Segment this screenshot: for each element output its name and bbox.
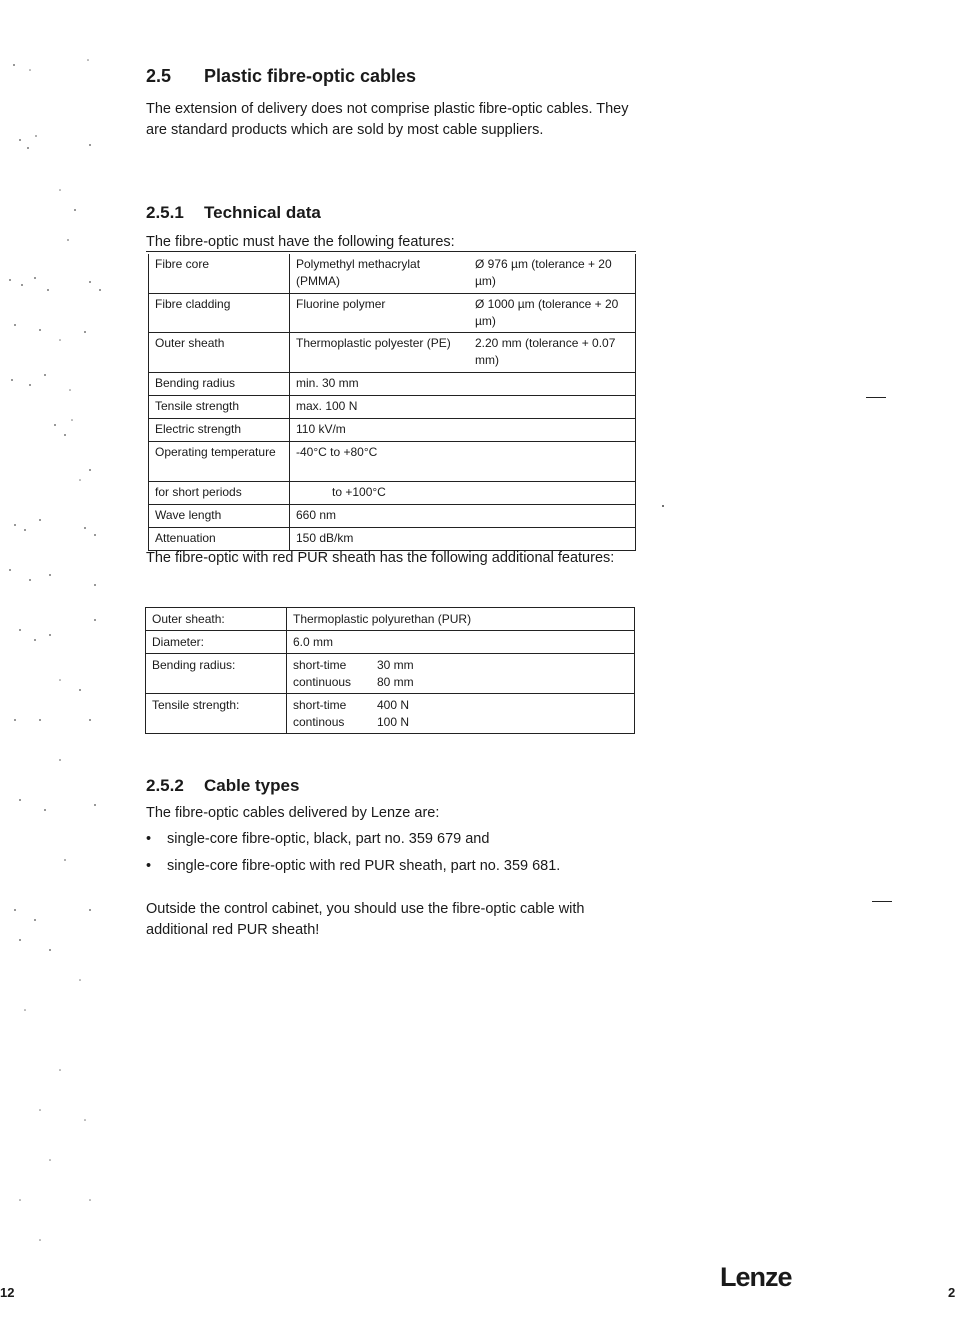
row-value: 110 kV/m — [290, 419, 470, 442]
short-time-value: 30 mm — [377, 658, 414, 672]
section-heading — [146, 66, 416, 87]
table-row — [149, 396, 636, 419]
row-value: max. 100 N — [290, 396, 470, 419]
section-number: 2.5 — [146, 66, 172, 86]
continuous-value: 80 mm — [377, 675, 414, 689]
row-value: 660 nm — [290, 505, 470, 528]
scan-noise — [0, 40, 120, 1260]
row-value — [287, 654, 635, 694]
list-item: • single-core fibre-optic with red PUR sheath, part no. 359 681. — [146, 856, 560, 883]
continuous-label: continous — [293, 715, 345, 729]
table-row — [146, 631, 635, 654]
note-paragraph: Outside the control cabinet, you should use the fibre-optic cable with additional red PUR sheath! — [146, 901, 585, 938]
row-detail: 2.20 mm (tolerance + 0.07 mm) — [469, 333, 636, 373]
row-label: Outer sheath — [149, 333, 290, 373]
cable-intro: The fibre-optic cables delivered by Lenze are: — [146, 805, 440, 821]
row-label: for short periods — [149, 482, 290, 505]
speck — [662, 505, 664, 507]
row-value: 150 dB/km — [290, 528, 470, 551]
row-detail — [469, 482, 636, 505]
subsection-heading-cable-types — [146, 776, 299, 796]
subsection-number: 2.5.1 — [146, 203, 184, 222]
row-value: Thermoplastic polyester (PE) — [290, 333, 470, 373]
row-value: Fluorine polymer — [290, 294, 470, 333]
row-detail — [469, 396, 636, 419]
row-detail — [469, 505, 636, 528]
table-row — [149, 254, 636, 294]
short-time-label: short-time — [293, 658, 347, 672]
table-row — [149, 442, 636, 482]
row-value: to +100°C — [290, 482, 470, 505]
continuous-label: continuous — [293, 675, 352, 689]
technical-data-table — [148, 254, 636, 551]
margin-mark — [872, 901, 892, 902]
page-number-right: 2 — [948, 1285, 955, 1300]
lenze-logo: Lenze — [720, 1262, 792, 1292]
short-time-label: short-time — [293, 698, 347, 712]
table-row — [149, 482, 636, 505]
row-label: Operating temperature — [149, 442, 290, 482]
table-row — [149, 333, 636, 373]
row-label: Fibre core — [149, 254, 290, 294]
table-row — [149, 419, 636, 442]
row-value: Thermoplastic polyurethan (PUR) — [287, 608, 635, 631]
row-detail — [469, 419, 636, 442]
page-number: 12 — [0, 1285, 15, 1300]
table-row — [149, 294, 636, 333]
row-label: Electric strength — [149, 419, 290, 442]
subsection-heading-technical-data — [146, 203, 321, 223]
row-label: Tensile strength — [149, 396, 290, 419]
table-row — [146, 654, 635, 694]
row-label: Bending radius — [149, 373, 290, 396]
margin-mark — [866, 397, 886, 398]
table-top-rule — [146, 251, 636, 252]
table-row — [146, 694, 635, 734]
row-label: Tensile strength: — [146, 694, 287, 734]
pur-sheath-table — [145, 607, 635, 734]
row-value: Polymethyl methacrylat (PMMA) — [290, 254, 470, 294]
row-value: min. 30 mm — [290, 373, 470, 396]
section-title: Plastic fibre-optic cables — [204, 66, 417, 86]
table-row — [149, 505, 636, 528]
row-label: Fibre cladding — [149, 294, 290, 333]
row-detail: Ø 1000 µm (tolerance + 20 µm) — [469, 294, 636, 333]
row-detail — [469, 373, 636, 396]
row-label: Diameter: — [146, 631, 287, 654]
row-label: Bending radius: — [146, 654, 287, 694]
short-time-value: 400 N — [377, 698, 410, 712]
row-detail — [469, 442, 636, 482]
row-detail: Ø 976 µm (tolerance + 20 µm) — [469, 254, 636, 294]
additional-features-intro: The fibre-optic with red PUR sheath has the following additional features: — [146, 550, 615, 566]
row-label: Attenuation — [149, 528, 290, 551]
list-item: • single-core fibre-optic, black, part no. 359 679 and — [146, 829, 560, 856]
row-value — [287, 694, 635, 734]
intro-paragraph: The extension of delivery does not comprise plastic fibre-optic cables. They are standard products which are sold by most cable suppliers. — [146, 101, 629, 138]
subsection-number: 2.5.2 — [146, 776, 184, 795]
row-label: Wave length — [149, 505, 290, 528]
table-row — [149, 373, 636, 396]
row-label: Outer sheath: — [146, 608, 287, 631]
subsection-title: Cable types — [204, 776, 300, 795]
subsection-title: Technical data — [204, 203, 321, 222]
row-value: 6.0 mm — [287, 631, 635, 654]
features-intro: The fibre-optic must have the following features: — [146, 234, 455, 250]
cable-types-list — [146, 829, 560, 883]
continuous-value: 100 N — [377, 715, 410, 729]
table-row — [146, 608, 635, 631]
row-value: -40°C to +80°C — [290, 442, 470, 482]
